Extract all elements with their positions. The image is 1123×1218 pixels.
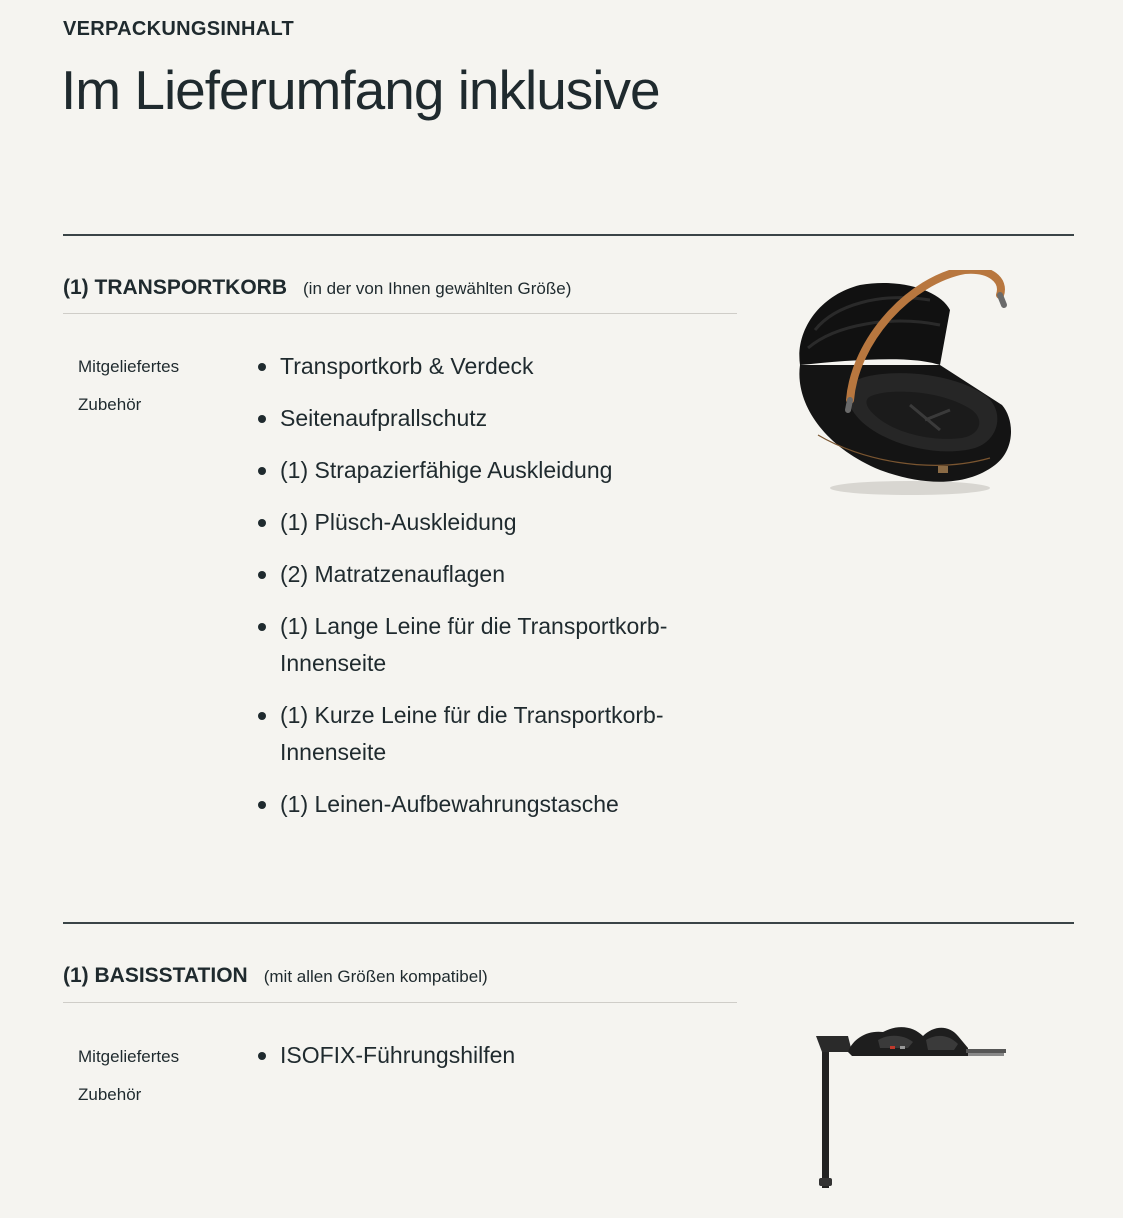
- section-header: [63, 276, 571, 300]
- header-divider: [63, 313, 737, 314]
- accessories-label: [78, 1038, 228, 1114]
- section-subtitle: (in der von Ihnen gewählten Größe): [303, 279, 572, 298]
- accessories-label-line1: Mitgeliefertes: [78, 357, 180, 376]
- accessories-label-line2: Zubehör: [78, 1085, 142, 1104]
- section-title: (1) TRANSPORTKORB: [63, 276, 287, 299]
- accessories-label-line1: Mitgeliefertes: [78, 1047, 180, 1066]
- accessories-list: [258, 1037, 698, 1089]
- section-divider: [63, 922, 1074, 924]
- page-title: Im Lieferumfang inklusive: [61, 59, 660, 121]
- list-item: (1) Leinen-Aufbewahrungstasche: [258, 786, 698, 823]
- accessories-label-line2: Zubehör: [78, 395, 142, 414]
- section-title: (1) BASISSTATION: [63, 964, 248, 987]
- list-item: Seitenaufprallschutz: [258, 400, 698, 437]
- list-item: Transportkorb & Verdeck: [258, 348, 698, 385]
- list-item: ISOFIX-Führungshilfen: [258, 1037, 698, 1074]
- section-subtitle: (mit allen Größen kompatibel): [263, 967, 488, 986]
- eyebrow-label: VERPACKUNGSINHALT: [63, 18, 295, 40]
- list-item: (1) Plüsch-Auskleidung: [258, 504, 698, 541]
- base-station-product-image: [808, 1018, 1008, 1193]
- bassinet-product-image: [790, 270, 1020, 500]
- list-item: (2) Matratzenauflagen: [258, 556, 698, 593]
- section-header: [63, 964, 488, 988]
- list-item: (1) Kurze Leine für die Transportkorb-Innenseite: [258, 697, 698, 771]
- section-basisstation: [63, 922, 1074, 1212]
- list-item: (1) Lange Leine für die Transportkorb-Innenseite: [258, 608, 698, 682]
- section-divider: [63, 234, 1074, 236]
- accessories-label: [78, 348, 228, 424]
- header-divider: [63, 1002, 737, 1003]
- section-transportkorb: [63, 234, 1074, 874]
- accessories-list: [258, 348, 698, 838]
- list-item: (1) Strapazierfähige Auskleidung: [258, 452, 698, 489]
